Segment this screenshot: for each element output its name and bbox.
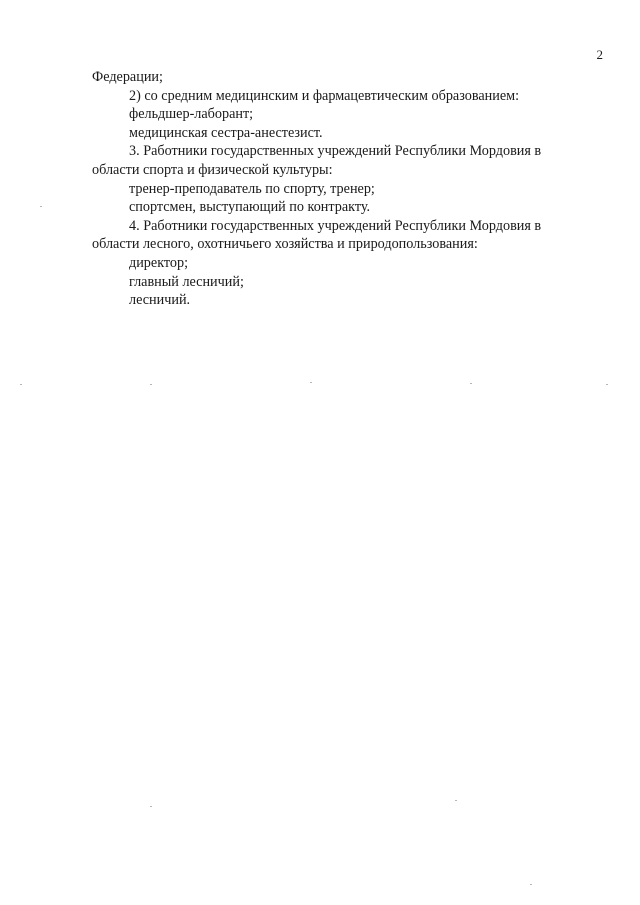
- paragraph-4-line-1: 4. Работники государственных учреждений Республики Мордовия в: [129, 217, 542, 234]
- document-body: [92, 68, 603, 310]
- list-item-chief-forester: главный лесничий;: [129, 273, 244, 290]
- list-item-lab-paramedic: фельдшер-лаборант;: [129, 106, 254, 123]
- text-line-federation: Федерации;: [92, 69, 163, 85]
- paragraph-4-line-2: области лесного, охотничьего хозяйства и природопользования:: [92, 236, 478, 253]
- scan-speck: [470, 383, 472, 384]
- paragraph-3-line-1: 3. Работники государственных учреждений Республики Мордовия в: [129, 143, 542, 160]
- scan-speck: [606, 384, 608, 385]
- list-item-forester: лесничий.: [129, 292, 191, 309]
- list-item-athlete: спортсмен, выступающий по контракту.: [129, 199, 371, 216]
- scan-speck: [20, 384, 22, 385]
- list-item-director: директор;: [129, 254, 189, 271]
- page-number: 2: [596, 47, 603, 62]
- list-item-coach: тренер-преподаватель по спорту, тренер;: [129, 180, 375, 197]
- scan-speck: [150, 806, 152, 807]
- scan-speck: [150, 384, 152, 385]
- list-item-secondary-education: 2) со средним медицинским и фармацевтическим образованием:: [129, 87, 520, 104]
- scan-speck: [455, 800, 457, 801]
- scan-speck: [40, 206, 42, 207]
- list-item-nurse-anesthetist: медицинская сестра-анестезист.: [129, 124, 323, 141]
- scan-speck: [530, 884, 532, 885]
- paragraph-3-line-2: области спорта и физической культуры:: [92, 161, 333, 178]
- scan-speck: [310, 382, 312, 383]
